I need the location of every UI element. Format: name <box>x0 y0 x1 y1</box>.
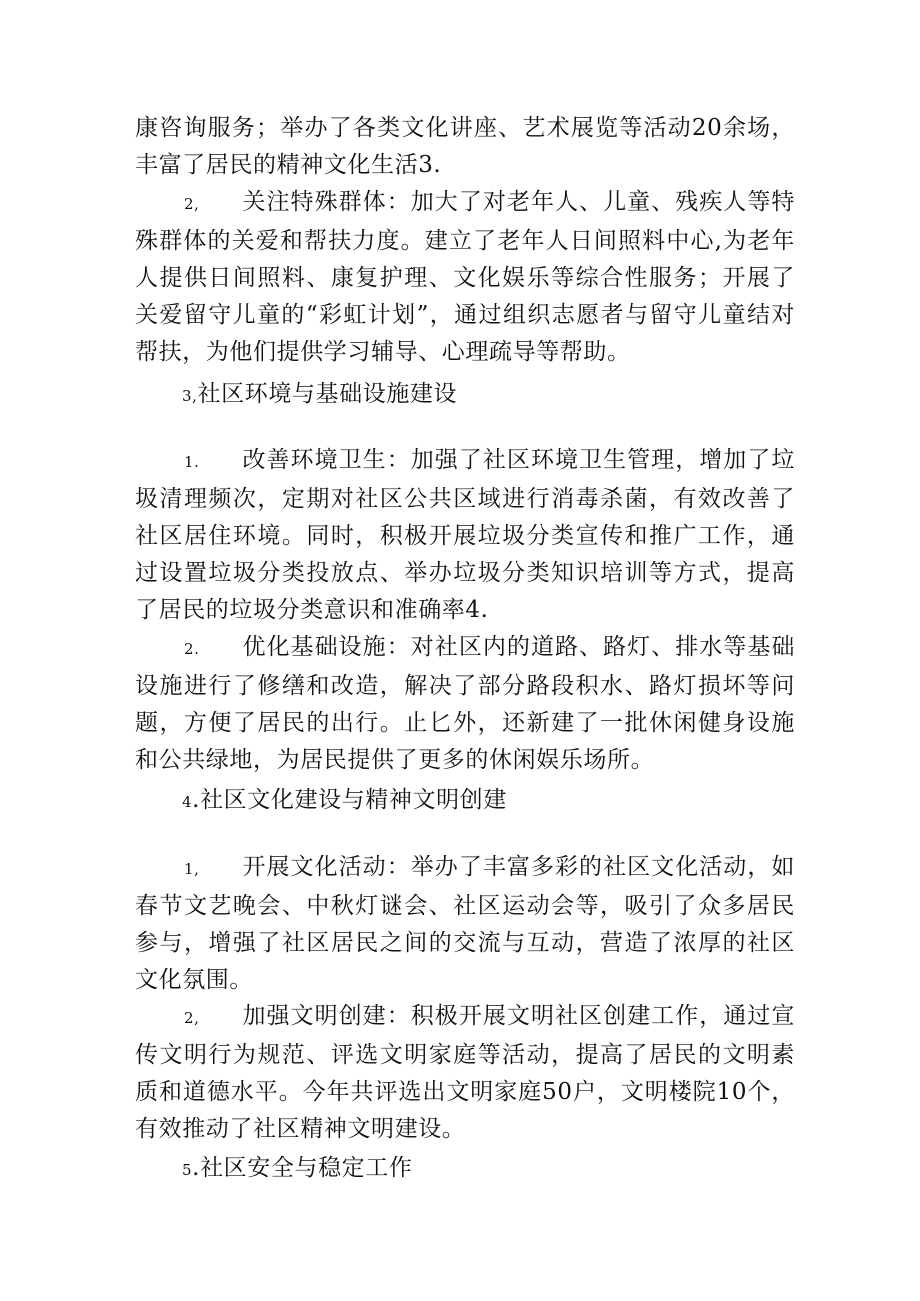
section-title: 社区环境与基础设施建设 <box>197 381 458 407</box>
item-number: 1, <box>184 860 200 878</box>
paragraph-special-groups <box>135 184 795 371</box>
section-heading-culture <box>182 782 507 821</box>
paragraph-environment-hygiene <box>135 442 795 629</box>
paragraph-text: 关注特殊群体：加大了对老年人、儿童、残疾人等特殊群体的关爱和帮扶力度。建立了老年人日间照料中心,为老年人提供日间照料、康复护理、文化娱乐等综合性服务；开展了关爱留守儿童的“彩虹计划”，通过组织志愿者与留守儿童结对帮扶，为他们提供学习辅导、心理疏导等帮助。 <box>135 189 795 365</box>
paragraph-infrastructure <box>135 629 795 779</box>
section-number: 3, <box>182 387 198 405</box>
paragraph-text: 加强文明创建：积极开展文明社区创建工作，通过宣传文明行为规范、评选文明家庭等活动，提高了居民的文明素质和道德水平。今年共评选出文明家庭50户，文明楼院10个，有效推动了社区精神文明建设。 <box>135 1003 795 1142</box>
paragraph-civilization <box>135 998 795 1148</box>
item-number: 2, <box>184 195 200 213</box>
paragraph-text: 开展文化活动：举办了丰富多彩的社区文化活动，如春节文艺晚会、中秋灯谜会、社区运动会等，吸引了众多居民参与，增强了社区居民之间的交流与互动，营造了浓厚的社区文化氛围。 <box>135 854 795 993</box>
item-number: 2, <box>184 1009 200 1027</box>
section-number: 4 <box>182 793 193 811</box>
section-heading-safety <box>182 1150 412 1189</box>
paragraph-text: 改善环境卫生：加强了社区环境卫生管理，增加了垃圾清理频次，定期对社区公共区域进行消毒杀菌，有效改善了社区居住环境。同时，积极开展垃圾分类宣传和推广工作，通过设置垃圾分类投放点、举办垃圾分类知识培训等方式，提高了居民的垃圾分类意识和准确率4. <box>135 447 795 623</box>
paragraph-culture-activities <box>135 849 795 999</box>
paragraph-text: 康咨询服务；举办了各类文化讲座、艺术展览等活动20余场，丰富了居民的精神文化生活3. <box>135 115 795 178</box>
section-heading-environment <box>182 376 457 415</box>
section-number: 5 <box>182 1161 193 1179</box>
section-title: .社区文化建设与精神文明创建 <box>192 787 507 813</box>
section-title: .社区安全与稳定工作 <box>192 1155 413 1181</box>
item-number: 2. <box>184 640 200 658</box>
paragraph-text: 优化基础设施：对社区内的道路、路灯、排水等基础设施进行了修缮和改造，解决了部分路段积水、路灯损坏等问题，方便了居民的出行。止匕外，还新建了一批休闲健身设施和公共绿地，为居民提供了更多的休闲娱乐场所。 <box>135 634 795 773</box>
paragraph-culture-services <box>135 110 795 184</box>
item-number: 1. <box>184 453 200 471</box>
